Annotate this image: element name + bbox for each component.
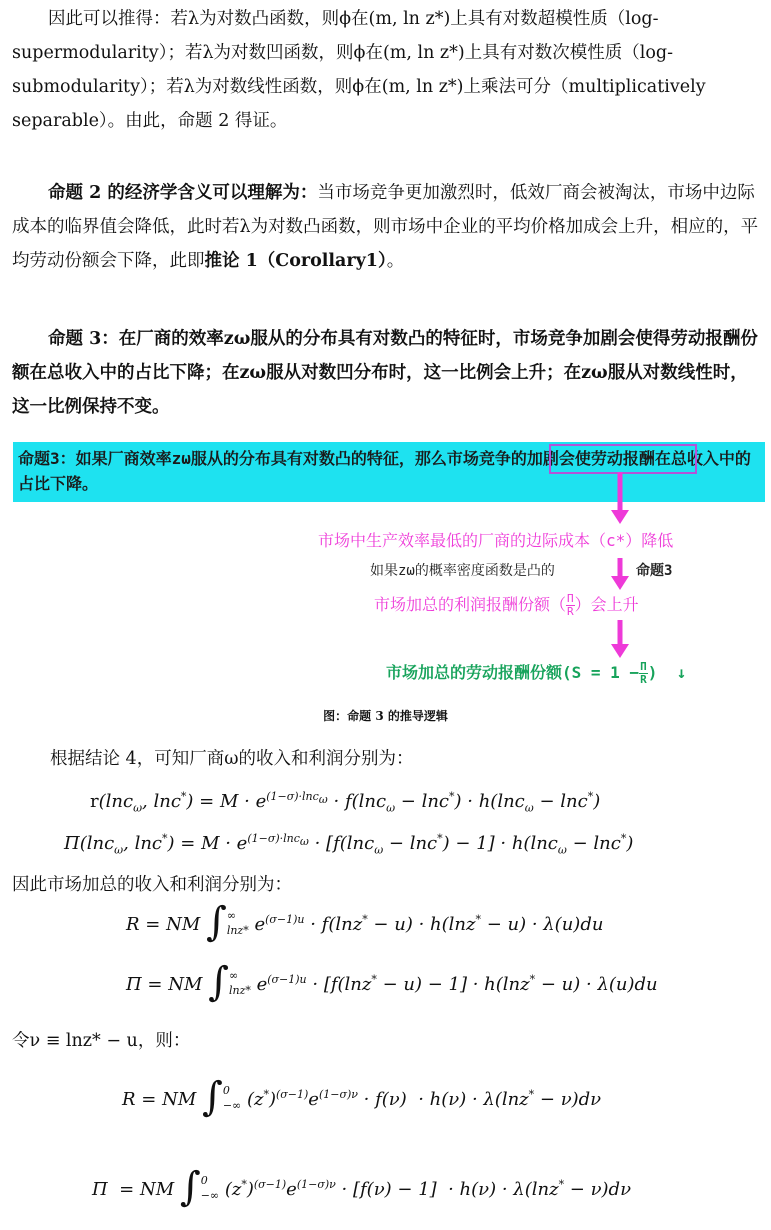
market-aggregate-line: 因此市场加总的收入和利润分别为：	[12, 875, 292, 895]
arrow-2	[611, 558, 629, 590]
step-labor-share	[386, 660, 686, 686]
fraction-denominator: R	[640, 673, 647, 686]
paragraph-2-tail: 。	[386, 251, 405, 271]
fraction-numerator: Π	[640, 660, 647, 673]
paragraph-1: 因此可以推得：若λ为对数凸函数，则ϕ在(m, ln z*)上具有对数超模性质（log-supermodularity）；若λ为对数凹函数，则ϕ在(m, ln z*)上具有对数次模性质（log-submodularity）；若λ为对数线性函数，则ϕ在(m, ln z*)上乘法可分（multiplicatively separable）。由此，命题 2 得证。	[12, 9, 706, 131]
arrow-1	[611, 472, 629, 524]
step2-text-b: ）会上升	[574, 595, 639, 614]
condition-right: 命题3	[636, 563, 673, 579]
fraction-numerator: Π	[567, 592, 574, 605]
equation-profit-substituted: Π = NM ∫ 0 −∞ $(z^*)^{(\sigma-1)}e^{(1-\sigma)\nu} \cdot [f(\nu) - 1] \cdot h(\nu) \cdot \lambda(\ln z^* - \nu)d\nu$	[92, 1164, 632, 1210]
step-profit-share	[374, 592, 639, 618]
conclusion-4-line: 根据结论 4，可知厂商ω的收入和利润分别为：	[50, 749, 414, 769]
down-arrow-icon: ↓	[676, 663, 687, 682]
step2-text-a: 市场加总的利润报酬份额（	[374, 595, 567, 614]
paragraph-2-body: 当市场竞争更加激烈时，低效厂商会被淘汰，市场中边际成本的临界值会降低，此时若λ为对数凸函数，则市场中企业的平均价格加成会上升，相应的，平均劳动份额会下降，此即	[12, 183, 759, 271]
equation-revenue-substituted: R = NM ∫ 0 −∞ $(z^*)^{(\sigma-1)}e^{(1-\sigma)\nu} \cdot f(\nu) \cdot h(\nu) \cdot \lambda(\ln z^* - \nu)d\nu$	[122, 1074, 602, 1120]
step3-text-b: )	[647, 663, 658, 682]
corollary-1: 推论 1（Corollary1）	[204, 251, 387, 271]
substitution-line: 令ν ≡ lnz* − u，则：	[12, 1031, 191, 1051]
step-marginal-cost: 市场中生产效率最低的厂商的边际成本（c*）降低	[318, 531, 674, 550]
equation-profit-market: Π = NM ∫ ∞ lnz* $e^{(\sigma-1)u} \cdot [f(\ln z^* - u) - 1] \cdot h(\ln z^* - u) \cdot \lambda(u)du$	[126, 959, 658, 1005]
equation-revenue-firm: r(lnc$_\omega$, $\ln c^*) = M \cdot e^{(1-\sigma)\cdot lnc_\omega} \cdot f(\ln c_\omega - \ln c^*) \cdot h(\ln c_\omega - \ln c^*)$	[90, 790, 601, 815]
fraction-denominator: R	[567, 605, 574, 618]
equation-revenue-market: R = NM ∫ ∞ lnz* $e^{(\sigma-1)u} \cdot f(\ln z^* - u) \cdot h(\ln z^* - u) \cdot \lambda(u)du$	[126, 899, 604, 945]
figure-caption: 图：命题 3 的推导逻辑	[323, 709, 448, 723]
box-highlight: 市场竞争的加剧	[446, 449, 559, 468]
equation-profit-firm: Π(lnc$_\omega$, $\ln c^*) = M \cdot e^{(1-\sigma)\cdot lnc_\omega} \cdot [f(\ln c_\omega - \ln c^*) - 1] \cdot h(\ln c_\omega - \ln c^*)$	[64, 832, 634, 857]
box-text-b: 会使劳动报酬在总收入中的占比下降。	[18, 449, 751, 493]
labor-share-fraction	[639, 661, 648, 686]
paragraph-2-lead: 命题 2 的经济学含义可以理解为：	[48, 183, 318, 203]
step3-text-a: 市场加总的劳动报酬份额(S = 1 −	[386, 663, 640, 682]
paragraph-2	[12, 176, 762, 278]
arrow-3	[611, 620, 629, 658]
proposition-3: 命题 3：在厂商的效率zω服从的分布具有对数凸的特征时，市场竞争加剧会使得劳动报酬份额在总收入中的占比下降；在zω服从对数凹分布时，这一比例会上升；在zω服从对数线性时，这一比例保持不变。	[12, 329, 758, 417]
box-text-a: 命题3：如果厂商效率zω服从的分布具有对数凸的特征，那么	[18, 449, 447, 468]
condition-left: 如果zω的概率密度函数是凸的	[370, 563, 555, 579]
profit-share-fraction	[566, 593, 575, 618]
